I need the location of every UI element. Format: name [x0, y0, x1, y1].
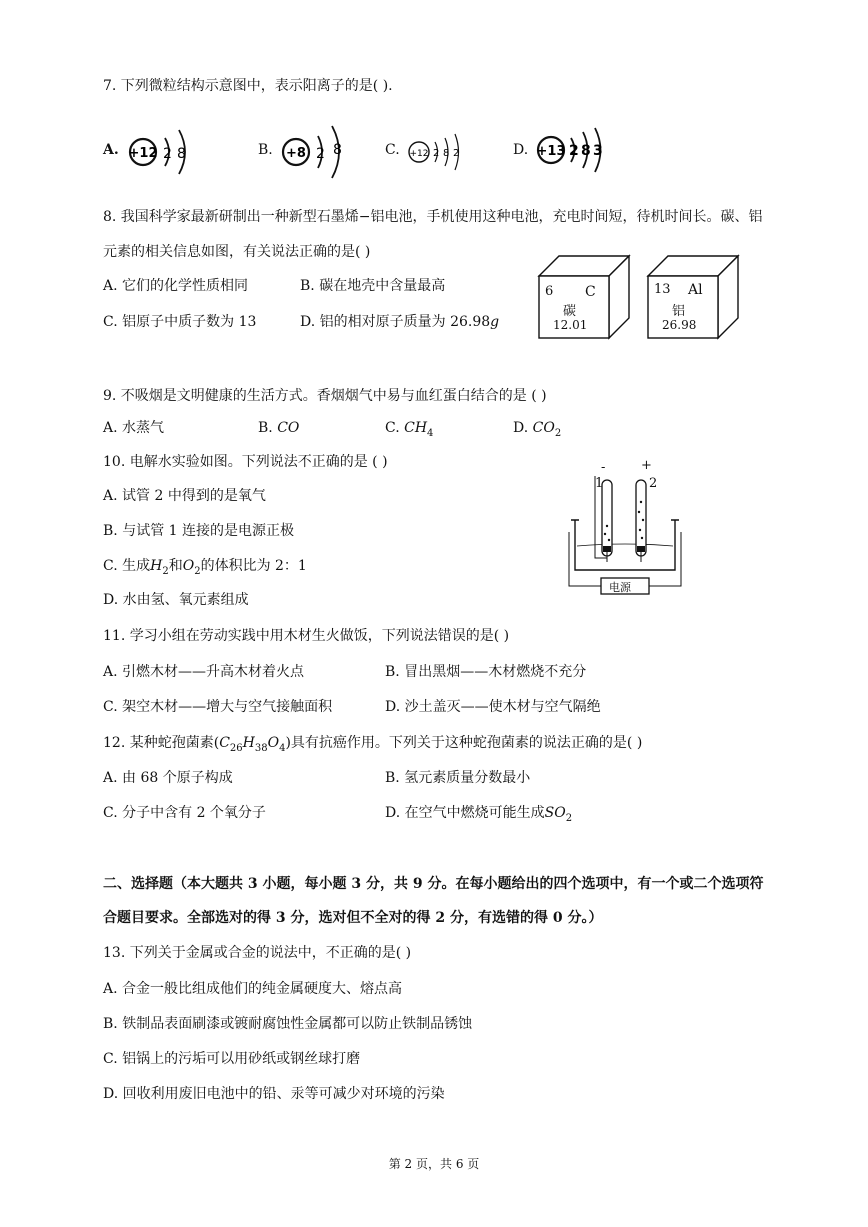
q11-option-b: B. 冒出黑烟——木材燃烧不充分	[385, 664, 587, 680]
svg-text:8: 8	[333, 142, 342, 158]
section-2-desc-line2: 合题目要求。全部选对的得 3 分，选对但不全对的得 2 分，有选错的得 0 分。）	[103, 910, 603, 926]
svg-text:2: 2	[163, 146, 172, 162]
q11-stem: 11. 学习小组在劳动实践中用木材生火做饭，下列说法错误的是( )	[103, 628, 510, 644]
q8-option-c: C. 铝原子中质子数为 13	[103, 314, 257, 330]
q8-option-b: B. 碳在地壳中含量最高	[300, 278, 446, 294]
svg-text:3: 3	[593, 143, 603, 159]
q13-option-a: A. 合金一般比组成他们的纯金属硬度大、熔点高	[103, 981, 403, 997]
svg-text:2: 2	[453, 148, 460, 159]
svg-text:2: 2	[433, 148, 440, 159]
q10-option-b: B. 与试管 1 连接的是电源正极	[103, 523, 294, 539]
q12-option-c: C. 分子中含有 2 个氧分子	[103, 805, 266, 821]
q9-option-c: C. $CH_4$	[385, 420, 434, 439]
element-card-carbon	[537, 252, 633, 346]
section-2-title: 二、选择题	[103, 876, 173, 892]
electrolysis-figure	[565, 458, 685, 602]
section-2-desc: （本大题共 3 小题，每小题 3 分，共 9 分。在每小题给出的四个选项中，有一个或二个选项符	[173, 876, 764, 892]
section-2-heading	[103, 874, 763, 894]
q10-option-d: D. 水由氢、氧元素组成	[103, 592, 249, 608]
q12-option-b: B. 氢元素质量分数最小	[385, 770, 531, 786]
q13-option-d: D. 回收利用废旧电池中的铅、汞等可减少对环境的污染	[103, 1086, 445, 1102]
q10-option-a: A. 试管 2 中得到的是氧气	[103, 488, 266, 504]
atom-diagram-c	[405, 126, 495, 178]
svg-text:2: 2	[569, 143, 579, 159]
option-label: B.	[258, 142, 273, 158]
element-name: 碳	[563, 304, 577, 319]
q11-option-d: D. 沙土盖灭——使木材与空气隔绝	[385, 699, 601, 715]
q9-option-a: A. 水蒸气	[103, 420, 165, 436]
option-label: A.	[103, 142, 119, 158]
nucleus-charge: +8	[286, 146, 306, 161]
svg-text:8: 8	[581, 143, 591, 159]
svg-text:2: 2	[316, 146, 325, 162]
element-card-aluminum	[646, 252, 742, 346]
positive-sign: +	[641, 458, 652, 473]
q8-stem-line2: 元素的相关信息如图，有关说法正确的是( )	[103, 244, 371, 260]
element-number: 6	[545, 284, 554, 299]
q7-stem: 7. 下列微粒结构示意图中，表示阳离子的是( ).	[103, 78, 393, 94]
q13-option-c: C. 铝锅上的污垢可以用砂纸或钢丝球打磨	[103, 1051, 361, 1067]
page-footer: 第 2 页，共 6 页	[388, 1157, 480, 1171]
svg-text:8: 8	[177, 146, 186, 162]
nucleus-charge: +12	[128, 146, 158, 161]
svg-text:8: 8	[443, 148, 450, 159]
option-label: D.	[513, 142, 529, 158]
tube-1-label: 1	[595, 476, 604, 491]
q8-stem-line1: 8. 我国科学家最新研制出一种新型石墨烯−铝电池，手机使用这种电池，充电时间短，待机时间长。碳、铝	[103, 209, 763, 225]
element-symbol: C	[585, 284, 596, 300]
negative-sign: -	[601, 460, 606, 475]
q13-option-b: B. 铁制品表面刷漆或镀耐腐蚀性金属都可以防止铁制品锈蚀	[103, 1016, 473, 1032]
q10-option-c: C. 生成$H_2$和$O_2$的体积比为 2：1	[103, 558, 307, 577]
q11-option-a: A. 引燃木材——升高木材着火点	[103, 664, 305, 680]
element-number: 13	[654, 282, 671, 297]
q10-stem: 10. 电解水实验如图。下列说法不正确的是 ( )	[103, 454, 388, 470]
q9-stem: 9. 不吸烟是文明健康的生活方式。香烟烟气中易与血红蛋白结合的是 ( )	[103, 388, 547, 404]
q8-option-d: D. 铝的相对原子质量为 26.98g	[300, 314, 500, 330]
element-symbol: Al	[688, 282, 703, 298]
q9-option-d: D. $CO_2$	[513, 420, 562, 439]
option-label: C.	[385, 142, 400, 158]
nucleus-charge: +12	[409, 149, 429, 159]
power-source-label: 电源	[609, 581, 631, 594]
element-name: 铝	[672, 304, 686, 319]
atom-diagram-b	[276, 124, 366, 180]
atom-diagram-a	[125, 126, 215, 178]
q12-option-d: D. 在空气中燃烧可能生成$SO_2$	[385, 805, 573, 824]
q9-option-b: B. CO	[258, 420, 300, 436]
element-mass: 12.01	[553, 318, 588, 332]
atom-diagram-d	[535, 126, 635, 178]
q12-option-a: A. 由 68 个原子构成	[103, 770, 233, 786]
q8-option-a: A. 它们的化学性质相同	[103, 278, 249, 294]
q12-stem: 12. 某种蛇孢菌素$(C_{26}H_{38}O_4)$具有抗癌作用。下列关于这种蛇孢菌素的说法正确的是( )	[103, 735, 643, 754]
element-mass: 26.98	[662, 318, 697, 332]
q11-option-c: C. 架空木材——增大与空气接触面积	[103, 699, 333, 715]
tube-2-label: 2	[649, 476, 658, 491]
q13-stem: 13. 下列关于金属或合金的说法中，不正确的是( )	[103, 945, 412, 961]
nucleus-charge: +13	[536, 144, 566, 159]
